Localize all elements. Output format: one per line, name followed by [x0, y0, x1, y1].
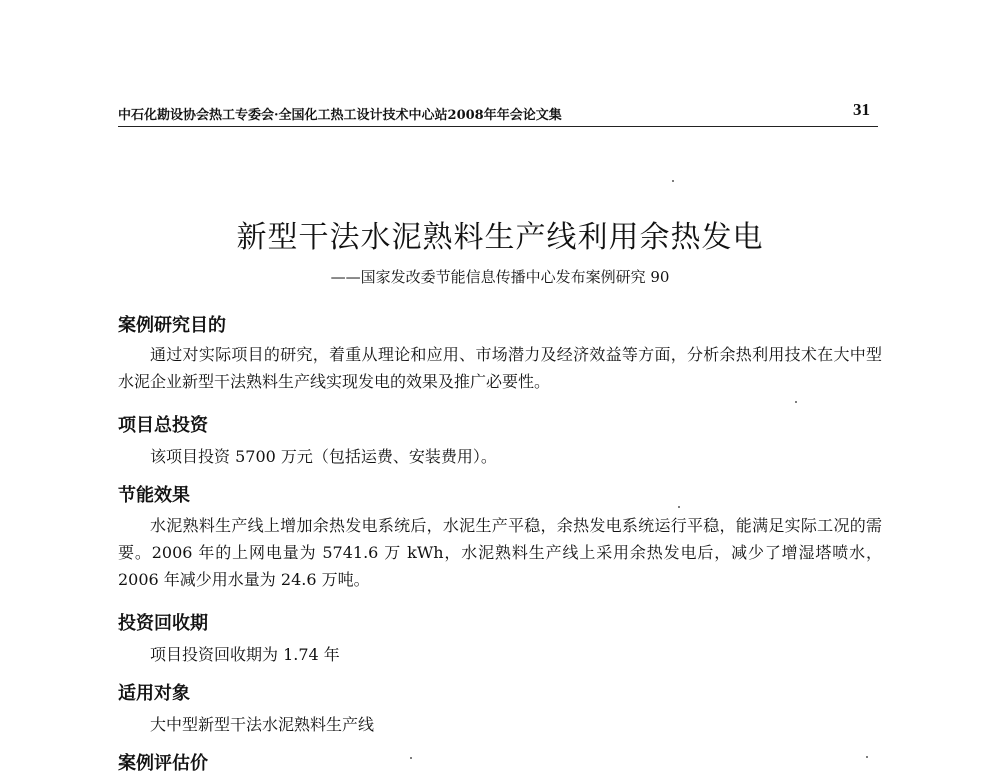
section-heading-applicable: 适用对象 [118, 683, 190, 704]
scan-speck [672, 180, 674, 182]
section-heading-investment: 项目总投资 [118, 415, 208, 436]
scan-speck [410, 757, 412, 759]
section-heading-purpose: 案例研究目的 [118, 315, 226, 336]
article-subtitle: ——国家发改委节能信息传播中心发布案例研究 90 [330, 268, 670, 286]
section-body-payback: 项目投资回收期为 1.74 年 [150, 645, 340, 664]
page-number: 31 [853, 100, 870, 119]
section-body-energy-saving: 水泥熟料生产线上增加余热发电系统后，水泥生产平稳，余热发电系统运行平稳，能满足实际工况的需要。2006 年的上网电量为 5741.6 万 kWh，水泥熟料生产线上采用余热发电后，减少了增湿塔喷水，2006 年减少用水量为 24.6 万吨。 [118, 516, 882, 589]
running-header: 中石化勘设协会热工专委会·全国化工热工设计技术中心站2008年年会论文集 [118, 108, 562, 123]
section-heading-evaluation: 案例评估价 [118, 753, 208, 774]
section-heading-payback: 投资回收期 [118, 613, 208, 634]
header-rule [118, 126, 878, 127]
article-title: 新型干法水泥熟料生产线利用余热发电 [236, 220, 764, 255]
section-heading-energy-saving: 节能效果 [118, 485, 190, 506]
section-body-investment: 该项目投资 5700 万元（包括运费、安装费用）。 [150, 447, 497, 466]
section-body-purpose: 通过对实际项目的研究，着重从理论和应用、市场潜力及经济效益等方面，分析余热利用技术在大中型水泥企业新型干法熟料生产线实现发电的效果及推广必要性。 [118, 345, 882, 391]
section-body-applicable: 大中型新型干法水泥熟料生产线 [150, 715, 375, 734]
scan-speck [678, 506, 680, 508]
scan-speck [795, 401, 797, 403]
scan-speck [866, 756, 868, 758]
